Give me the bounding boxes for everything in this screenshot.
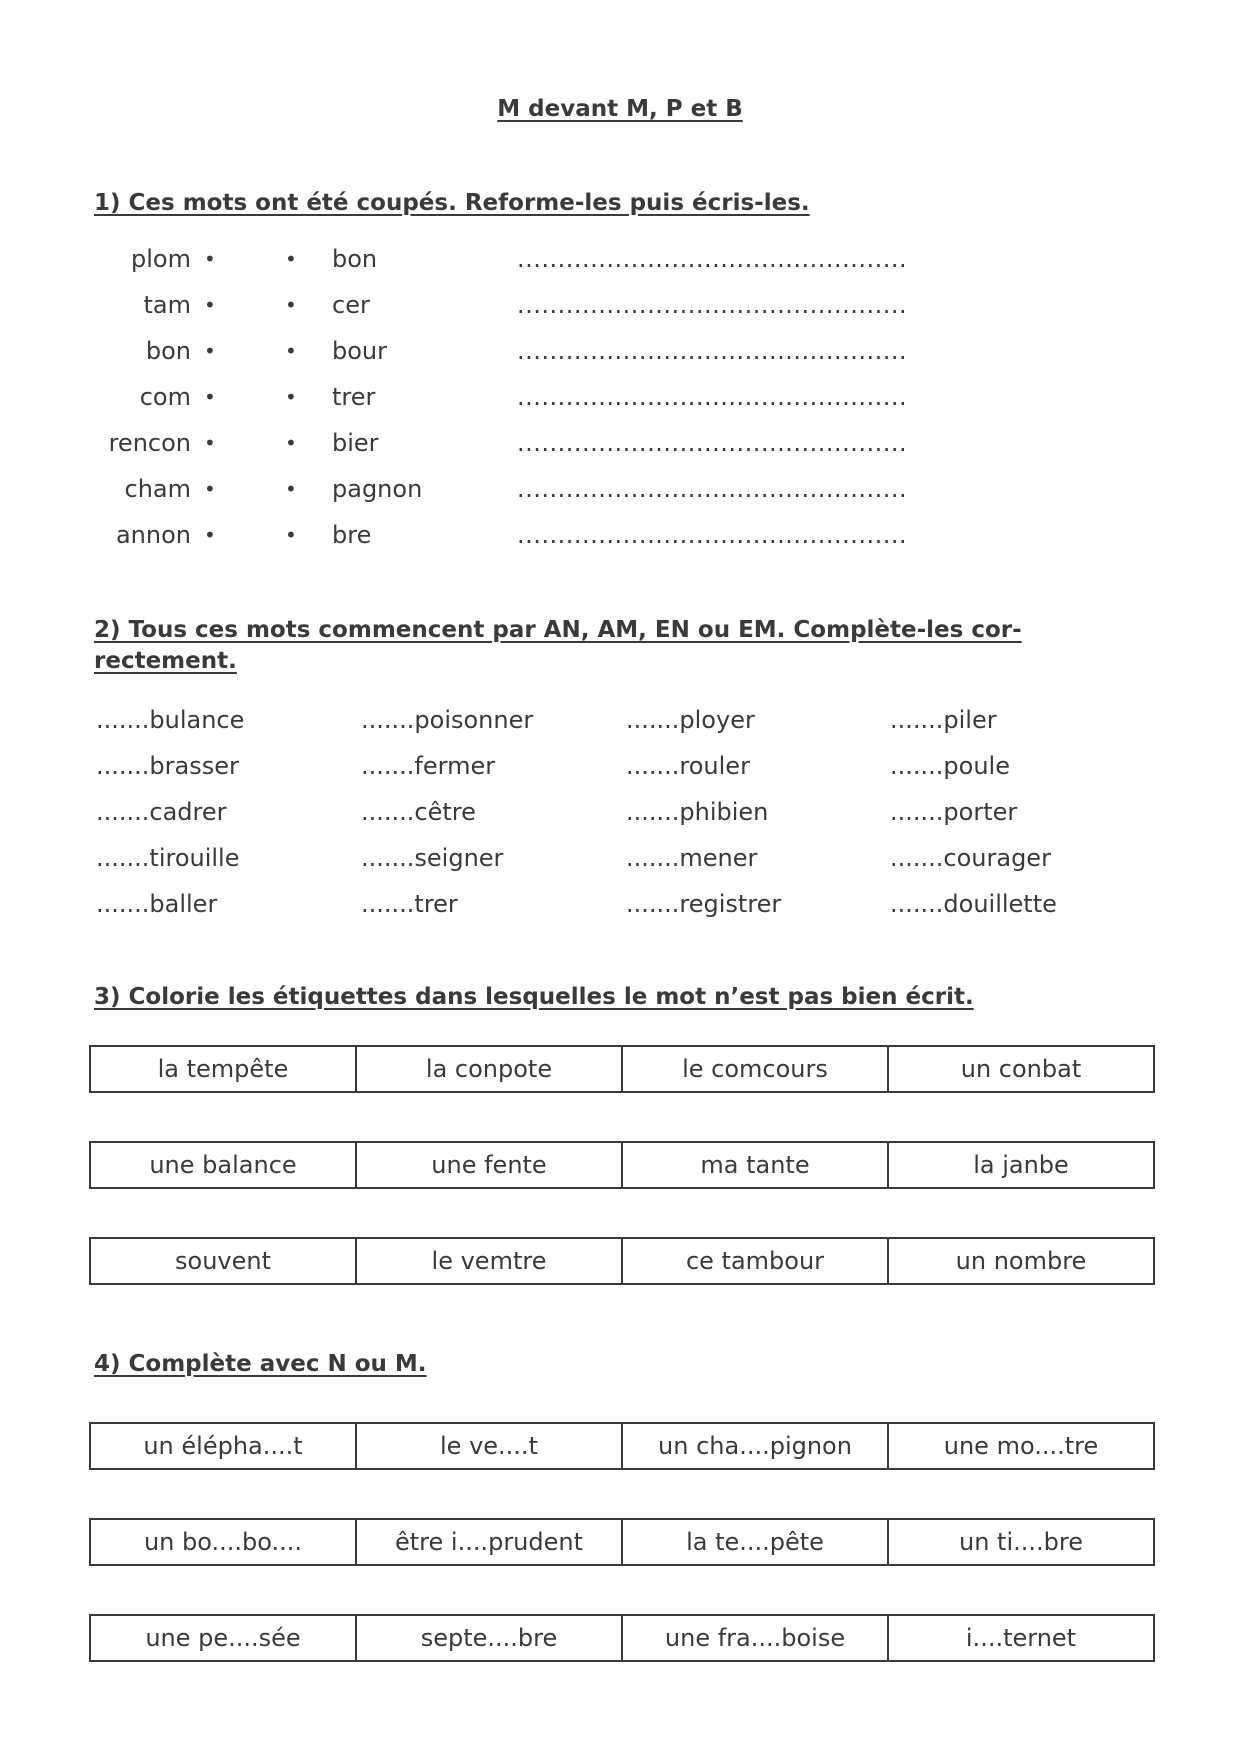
fill-in-word[interactable]: .......phibien (626, 798, 769, 826)
fill-in-word[interactable]: .......douillette (890, 890, 1057, 918)
fill-label[interactable]: un ti....bre (888, 1519, 1154, 1565)
fill-in-word[interactable]: .......bulance (96, 706, 245, 734)
word-label[interactable]: le comcours (622, 1046, 888, 1092)
left-bullet[interactable]: • (204, 247, 216, 271)
section1-heading: 1) Ces mots ont été coupés. Reforme-les puis écris-les. (94, 190, 810, 216)
fill-label[interactable]: i....ternet (888, 1615, 1154, 1661)
word-label[interactable]: souvent (90, 1238, 356, 1284)
word-end: bon (332, 245, 378, 273)
fill-label[interactable]: être i....prudent (356, 1519, 622, 1565)
left-bullet[interactable]: • (204, 339, 216, 363)
word-label[interactable]: la janbe (888, 1142, 1154, 1188)
answer-blank[interactable]: ................................................ (517, 245, 908, 273)
word-end: pagnon (332, 475, 423, 503)
answer-blank[interactable]: ................................................ (517, 337, 908, 365)
word-start: cham (124, 475, 191, 503)
word-label[interactable]: ma tante (622, 1142, 888, 1188)
word-label[interactable]: un conbat (888, 1046, 1154, 1092)
label-row (89, 1614, 1155, 1662)
fill-in-word[interactable]: .......poule (890, 752, 1010, 780)
fill-label[interactable]: une fra....boise (622, 1615, 888, 1661)
left-bullet[interactable]: • (204, 431, 216, 455)
word-label[interactable]: une balance (90, 1142, 356, 1188)
match-row (0, 428, 1240, 458)
fill-in-word[interactable]: .......brasser (96, 752, 239, 780)
answer-blank[interactable]: ................................................ (517, 383, 908, 411)
word-label[interactable]: un nombre (888, 1238, 1154, 1284)
fill-label[interactable]: un élépha....t (90, 1423, 356, 1469)
label-row (89, 1518, 1155, 1566)
word-start: bon (145, 337, 191, 365)
word-label[interactable]: la conpote (356, 1046, 622, 1092)
label-row (89, 1141, 1155, 1189)
word-start: rencon (108, 429, 191, 457)
right-bullet[interactable]: • (285, 385, 297, 409)
fill-label[interactable]: le ve....t (356, 1423, 622, 1469)
section4-heading: 4) Complète avec N ou M. (94, 1351, 427, 1377)
match-row (0, 474, 1240, 504)
match-row (0, 290, 1240, 320)
fill-label[interactable]: un cha....pignon (622, 1423, 888, 1469)
word-start: com (139, 383, 191, 411)
fill-label[interactable]: la te....pête (622, 1519, 888, 1565)
word-label[interactable]: une fente (356, 1142, 622, 1188)
fill-in-word[interactable]: .......baller (96, 890, 218, 918)
word-end: bier (332, 429, 379, 457)
fill-label[interactable]: septe....bre (356, 1615, 622, 1661)
fill-in-word[interactable]: .......registrer (626, 890, 782, 918)
left-bullet[interactable]: • (204, 477, 216, 501)
label-row (89, 1237, 1155, 1285)
fill-label[interactable]: un bo....bo.... (90, 1519, 356, 1565)
label-row (89, 1422, 1155, 1470)
right-bullet[interactable]: • (285, 431, 297, 455)
fill-in-word[interactable]: .......mener (626, 844, 758, 872)
word-label[interactable]: le vemtre (356, 1238, 622, 1284)
word-end: bour (332, 337, 387, 365)
answer-blank[interactable]: ................................................ (517, 475, 908, 503)
fill-in-word[interactable]: .......trer (361, 890, 458, 918)
match-row (0, 382, 1240, 412)
word-end: trer (332, 383, 376, 411)
word-end: bre (332, 521, 372, 549)
answer-blank[interactable]: ................................................ (517, 291, 908, 319)
match-row (0, 336, 1240, 366)
right-bullet[interactable]: • (285, 293, 297, 317)
word-start: tam (143, 291, 191, 319)
fill-in-word[interactable]: .......cêtre (361, 798, 476, 826)
fill-label[interactable]: une mo....tre (888, 1423, 1154, 1469)
fill-in-word[interactable]: .......piler (890, 706, 997, 734)
left-bullet[interactable]: • (204, 523, 216, 547)
word-label[interactable]: ce tambour (622, 1238, 888, 1284)
fill-label[interactable]: une pe....sée (90, 1615, 356, 1661)
right-bullet[interactable]: • (285, 247, 297, 271)
right-bullet[interactable]: • (285, 523, 297, 547)
label-row (89, 1045, 1155, 1093)
fill-in-word[interactable]: .......porter (890, 798, 1018, 826)
answer-blank[interactable]: ................................................ (517, 521, 908, 549)
fill-in-word[interactable]: .......courager (890, 844, 1051, 872)
word-label[interactable]: la tempête (90, 1046, 356, 1092)
word-end: cer (332, 291, 370, 319)
fill-in-word[interactable]: .......rouler (626, 752, 750, 780)
fill-in-word[interactable]: .......ployer (626, 706, 755, 734)
fill-in-word[interactable]: .......cadrer (96, 798, 227, 826)
fill-in-word[interactable]: .......tirouille (96, 844, 240, 872)
match-row (0, 244, 1240, 274)
fill-in-word[interactable]: .......poisonner (361, 706, 534, 734)
answer-blank[interactable]: ................................................ (517, 429, 908, 457)
fill-in-word[interactable]: .......fermer (361, 752, 496, 780)
section3-heading: 3) Colorie les étiquettes dans lesquelles le mot n’est pas bien écrit. (94, 984, 974, 1010)
right-bullet[interactable]: • (285, 339, 297, 363)
match-row (0, 520, 1240, 550)
word-start: annon (115, 521, 191, 549)
fill-in-word[interactable]: .......seigner (361, 844, 504, 872)
word-start: plom (131, 245, 191, 273)
left-bullet[interactable]: • (204, 293, 216, 317)
left-bullet[interactable]: • (204, 385, 216, 409)
right-bullet[interactable]: • (285, 477, 297, 501)
section2-heading: 2) Tous ces mots commencent par AN, AM, EN ou EM. Complète-les cor-rectement. (94, 617, 1022, 674)
page-title: M devant M, P et B (497, 96, 743, 122)
